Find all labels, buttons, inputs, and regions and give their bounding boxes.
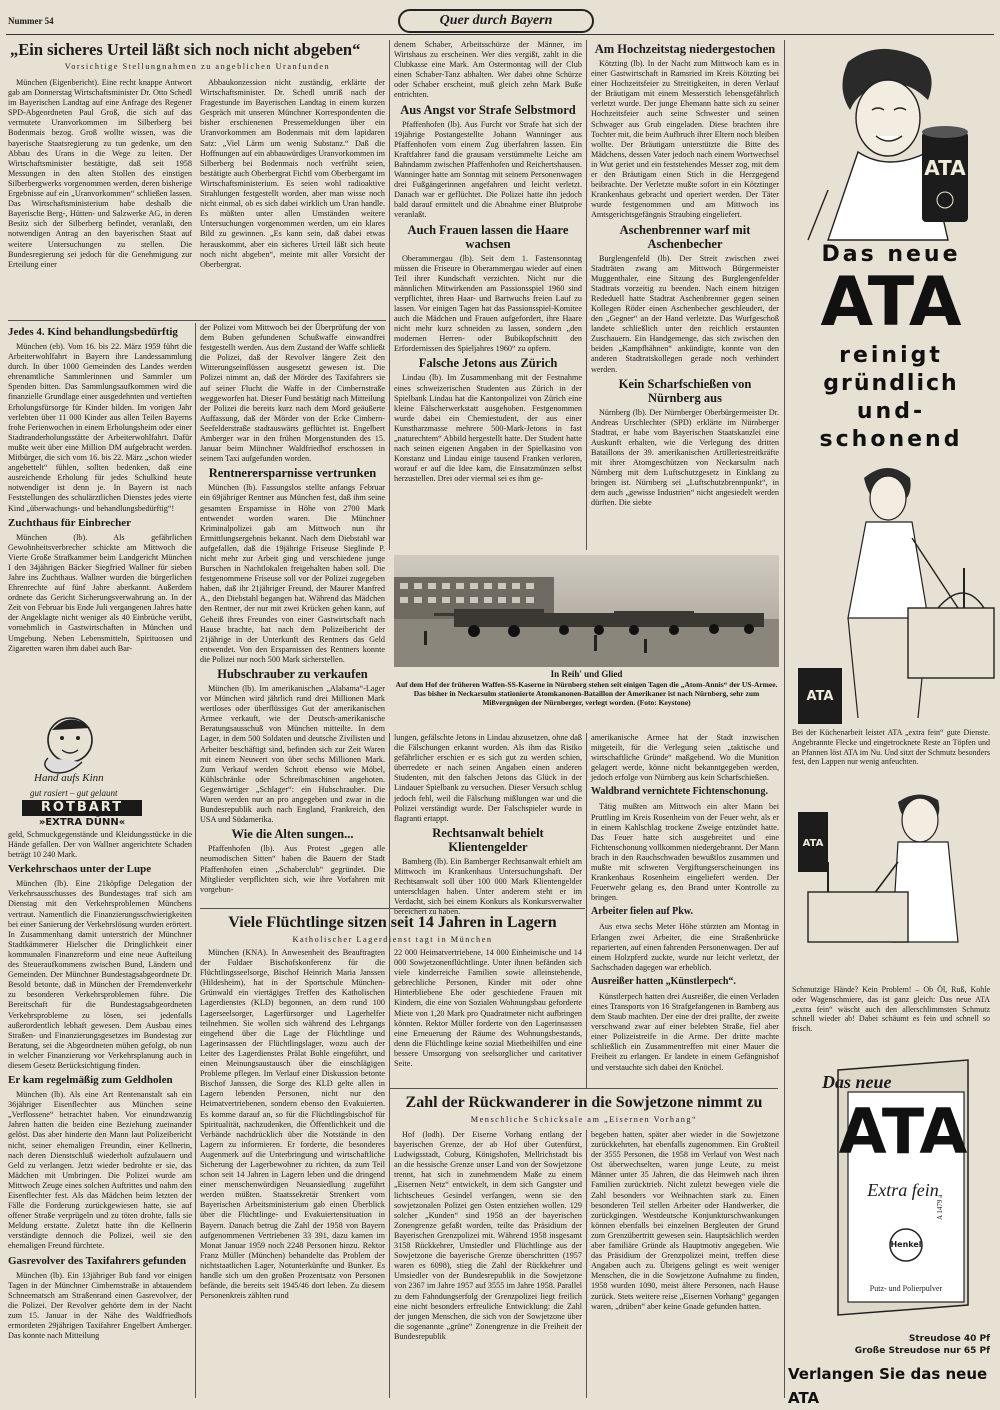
text-aschenbecher: Burglengenfeld (lb). Der Streit zwischen zwei Stadträten zwang am Mittwoch Bürgermeister Muggenthaler, eine Sitzung des Burglengenfelder Stadtrats vorzeitig zu beenden. Nach einem hitzigen Rededuell hatte Stadtrat Aschenbrenner gegen seinen Kollegen Röder einen Aschenbecher geschleudert, der den „Gegner“ an der Hand verletzte. Das Wurfgeschoß landete schließlich unter den reichlich erstaunten Zuschauern. Ein Handgemenge, das sich zwischen den beiden „Kampfhähnen“ ankündigte, konnte von den anderen Stadtratskollegen gerade noch verhindert werden. — [591, 253, 779, 374]
rotbart-brand: ROTBART — [22, 800, 142, 816]
text-kind: München (eb). Vom 16. bis 22. März 1959 führt die Arbeiterwohlfahrt in Bayern ihre Landessammlung durch. In über 1000 Gemeinden des Landes werden ehrenamtliche Sammlerinnen und Sammler um Spenden bitten. Das Sammlungsaufkommen wird die finanzielle Grundlage einer ausgedehnten und vertieften Erholungsfürsorge für Kinder bilden. Im vorigen Jahr verlebten über 11 000 Kinder aus allen Teilen Bayerns frohe Ferienwochen in einem Erholungsheim oder einer Stadtranderholungsstätte der Arbeiterwohlfahrt. Dafür mußte weit über eine Million DM aufgebracht werden. Mitbürger, die sich vom 16. bis 22. März „schon wieder angebettelt“ fühlen, sollten bedenken, daß eine ausreichende Erholung für jedes Schulkind heute notwendiger ist denn je. In Bayern ist nach Feststellungen des schulärztlichen Dienstes jedes vierte Kind „überwachungs- und behandlungsbedürftig“! — [8, 342, 192, 513]
svg-text:ATA: ATA — [802, 838, 824, 849]
left-column-bottom — [8, 830, 192, 1395]
returnees-col-2 — [591, 1130, 779, 1396]
returnees-text-1: Hof (lodh). Der Eiserne Vorhang entlang der bayerischen Grenze, der ab Hof über Gutenfürst, Ludwigsstadt, Coburg, Königshofen, Mellrichstadt bis an die hessische Grenze unser Land von der Sowjetzone trennt, hat sich in zunehmendem Maße zu einem „Eisernen Netz“ entwickelt, in dem sich Gangster und lichtscheues Gesindel verfangen, wenn sie den sowjetzonalen Polizei gen Osten entziehen wollen. 129 solcher „Kunden“ sind 1958 an der bayerischen Zonengrenze gefaßt worden, teilte das Präsidium der Bayerischen Grenzpolizei mit. Während 1958 insgesamt 3158 Rückkehrer, Umsiedler und Flüchtlinge aus der Sowjetzone die bayerische Grenze überschritten (1957 waren es 6098), stieg die Zahl der Rückkehrer und Umsiedler von der Bundesrepublik in die Sowjetzone von 2367 im Jahre 1957 auf 3555 im Jahre 1958. Parallel zu dem Fahndungserfolg der Grenzpolizei liegt freilich eine nicht besonders erfreuliche Entwicklung: die Zahl der jungen Menschen, die sich von der Sowjetzone über die sogenannte „grüne“ Zonengrenze in die Freiheit der Bundesrepublik — [394, 1130, 582, 1341]
column-c — [394, 40, 582, 550]
text-rechtsanwalt: Bamberg (lb). Ein Bamberger Rechtsanwalt erhielt am Mittwoch im Krankenhaus Untersuchungshaft. Der Rechtsanwalt soll über 100 000 Mark Klientengelder unterschlagen haben. Unter anderem steht er im Verdacht, sich bei einem Konkurs als Konkursverwalter bereichert zu haben. — [394, 856, 582, 917]
headline-gasrevolver: Gasrevolver des Taxifahrers gefunden — [8, 1254, 187, 1267]
photo-caption: Auf dem Hof der früheren Waffen-SS-Kaserne in Nürnberg stehen seit einigen Tagen die „Atom-Annis“ der US-Armee. Das bisher in Neckarsulm stationierte Atomkanonen-Bataillon der Amerikaner ist nach Nürnberg, sehr zum Mißvergnügen der Nürnberger, verlegt worden. (Foto: Keystone) — [395, 680, 778, 707]
headline-haare: Auch Frauen lassen die Haare wachsen — [407, 222, 569, 251]
returnees-subline: Menschliche Schicksale am „Eisernen Vorhang“ — [470, 1115, 698, 1124]
ata-can-top-text: Das neue — [822, 1072, 892, 1092]
rotbart-hand-text: Hand aufs Kinn — [34, 772, 104, 784]
ata-can-brand: ATA — [838, 1095, 968, 1168]
headline-hubschrauber: Hubschrauber zu verkaufen — [217, 667, 368, 681]
ata-price-large: Große Streudose nur 65 Pf — [854, 1346, 990, 1356]
headline-ausreisser: Ausreißer hatten „Künstlerpech“. — [591, 975, 736, 987]
text-selbstmord: Pfaffenhofen (lb). Aus Furcht vor Strafe hat sich der 19jährige Postangestellte Johann Wanninger aus Pfaffenhofen vom einem Zug überfahren lassen. Ein Kraftfahrer fand die grausam verstümmelte Leiche am Bahndamm zwischen Pfaffenhofen und Reichertshausen. Wanninger hatte am Sonntag mit seinem Personenwagen drei Fußgängerinnen angefahren und leicht verletzt. Danach war er geflüchtet. Die Polizei hatte ihn jedoch bald darauf ermittelt und die Abnahme einer Blutprobe veranlaßt. — [394, 119, 582, 220]
ata-text-hands: Schmutzige Hände? Kein Problem! – Ob Öl, Ruß, Kohle oder Wagenschmiere, das ist ganz gleich: Das neue ATA „extra fein“ wäscht auch den allerschlimmsten Schmutz schnell wieder ab! Dabei schäumt es fein und schnell so frisch. — [792, 985, 990, 1034]
text-gasrevolver: München (lb). Ein 13jähriger Bub fand vor einigen Tagen in der Münchner Cimbernstraße in abtauendem Schneematsch am Straßenrand einen Gasrevolver, der die Polizei. Der Revolver gehörte dem in der Nacht zum 15. Januar in der Nähe des Waldfriedhofs ermordeten 29jährigen Taxifahrer Engelbert Amberger. Das konnte nach Mitteilung — [8, 1270, 192, 1341]
rotbart-ad — [10, 710, 190, 830]
lead-text-2: Abbaukonzession nicht zuständig, erklärte der Wirtschaftsminister. Dr. Schedl umriß nach der Fragestunde im Bayerischen Landtag in einem kurzen Gespräch mit unseren Münchner Korrespondenten die bisher erschienenen Pressemeldungen über ein Uranvorkommen am Bodenmais mit dem lapidaren Satz: „Viel Lärm um wenig Substanz.“ Daß die Hoffnungen auf ein abbauwürdiges Uranvorkommen im Silberberg bei Bodenmais noch verfrüht seien, bestätigte auch Oberbergrat Fichtl vom Oberbergamt im Wirtschaftsministerium. Es seien wohl radioaktive Strahlungen festgestellt worden, aber man wisse noch nicht einmal, ob es sich dabei wirklich um Uran handle. Es müßten unter allen Umständen weitere Untersuchungen vorgenommen werden, um ein klares Bild zu gewinnen. „Es kann sein, daß dabei etwas herauskommt, aber ein sicheres Urteil läßt sich heute noch nicht abgeben“, meinte mit aller Vorsicht der Oberbergrat. — [200, 78, 385, 269]
photo-title: In Reih' und Glied — [550, 669, 623, 679]
text-hochzeit: Kötzting (lb). In der Nacht zum Mittwoch kam es in einer Gastwirtschaft in Ramsried im Kreis Kötzting bei einer Hochzeitsfeier zu Streitigkeiten, in deren Verlauf der Bräutigam mit einem Messerstich lebensgefährlich verletzt wurde. Der junge Ehemann hatte sich zu seiner Hochzeitsfeier auch seine Schwester und seinen Schwager aus Grub eingeladen. Diese brachten ihre Tochter mit, die beim Aufbruch ihrer Eltern noch bleiben wollte. Der Bräutigam unterstützte die Bitte des Mädchens, dessen Vater jedoch nach einem Wortwechsel in Wut geriet und ein feststehendes Messer zog, mit dem er den Bräutigam einen Stich in die Herzgegend beibrachte. Der Verletzte mußte sofort in ein Kötztinger Krankenhaus gebracht und operiert werden. Der Täter wurde festgenommen und am Mittwoch ins Amtsgerichtsgefängnis Straubing eingeliefert. — [591, 59, 779, 220]
column-rule — [586, 733, 587, 1088]
page-header — [6, 8, 994, 32]
returnees-col-1 — [394, 1130, 582, 1396]
lead-column-2 — [200, 78, 385, 316]
ata-claim-2: gründlich — [823, 371, 959, 396]
text-jetons: Lindau (lb). Im Zusammenhang mit der Festnahme eines schweizerischen Studenten aus Zürich in der Spielbank Lindau hat die Kantonpolizei von Zürich eine kleine Fälscherwerkstatt ausgehoben. Festgenommen wurde dabei ein Chemiestudent, der aus einer Kunstharzmasse mehrere 500-Mark-Jetons in fast „naturechtem“ Abbild hergestellt hatte. Der Student hatte nach seinen eigenen Angaben in der Spielkasino von Konstanz und Lindau einige tausend Franken verloren, worauf er auf die Idee kam, die Einsatzmünzen selbst herzustellen. Drei oder viermal sei es ihm ge- — [394, 373, 582, 484]
text-waldbrand: Tätig mußten am Mittwoch ein alter Mann bei Pruttling im Kreis Rosenheim von der Feuer wehr, als er in einem Kahlschlag trockene Zweige entzündet hatte. Das Feuer hatte sich ausgebreitet und eine Fichtenschonung vollkommen niedergebrannt. Der Mann brach in den Rauchschwaden bewußtlos zusammen und mußte mit schweren Vergiftungserscheinungen ins Krankenhaus Rosenheim eingeliefert werden. Der Feuerwehr gelang es, den Brand unter Kontrolle zu bringen. — [591, 802, 779, 903]
ata-claim-4: schonend — [819, 427, 963, 452]
lead-headline: „Ein sicheres Urteil läßt sich noch nicht abgeben“ — [10, 40, 361, 59]
text-gasrevolver-cont: der Polizei vom Mittwoch bei der Überprüfung der von dem Buben gefundenen Schußwaffe einwandfrei festgestellt werden. Aus dem Zustand der Waffe schließt die Polizei, daß der Revolver längere Zeit den Witterungseinflüssen ausgesetzt gewesen ist. Die Polizei nimmt an, daß der Mörder des Taxifahrers sie auf seiner Flucht die Waffe in der Cimbernstraße weggeworfen hat. Dieser Fund bestätigt nach Mitteilung der Polizei die bereits kurz nach dem Mord geäußerte Auffassung, daß der Mörder von der Ecke Cimbern-Seefelderstraße stadtauswärts geflüchtet ist. Engelbert Amberger war in den frühen Morgenstunden des 15. Januar beim Münchner Waldfriedhof erschossen in seinem Taxi aufgefunden worden. — [200, 323, 385, 464]
woman-with-can-illustration — [788, 40, 994, 240]
ata-footer-slogan: Verlangen Sie das neue ATA — [788, 1365, 988, 1407]
column-rule — [586, 40, 587, 550]
ata-can-maker: Henkel — [890, 1240, 922, 1249]
ata-brand: ATA — [820, 263, 962, 342]
text-schaber: denem Schaber, Arbeitsschürze der Männer, im Wirtshaus zu erscheinen. Wer dies vergißt, zahlt in die Clubkasse eine Mark. Am Ostermontag will der Club einen Schaber-Tanz abhalten. Wer dabei ohne Schürze oder Schaber erscheint, muß gleich zehn Mark Buße entrichten. — [394, 40, 582, 100]
text-zuchthaus-end: geld, Schmuckgegenstände und Kleidungsstücke in die Hände gefallen. Der von Wallner angerichtete Schaden beträgt 10 240 Mark. — [8, 830, 192, 860]
text-verkehr: München (lb). Eine 21köpfige Delegation der Verkehrsausschusses des Bundestages traf sich am Dienstag mit den Verkehrsproblemen Münchens vertraut. Namentlich die Finanzierungsschwierigkeiten bei einer Sanierung der Verkehrslösung wurden erörtert. In Zusammenhang damit unterstrich der Münchner Stadtkämmerer Hielscher die Dringlichkeit einer kommunalen Finanzreform und eine neue Aufteilung des Steueraufkommens zwischen Bund, Ländern und Gemeinden. Der Münchner Bundestagsabgeordnete Dr. Besold betonte, daß in München der Fremdenverkehr zu besonderen Verkehrsproblemen führe. Die Bereitschaft für die Bundestagsabgeordneten Verkehrsprobleme zu lösen, sei jedenfalls außerordentlich lebhaft gewesen. Dem Ausbau eines Straßen- und Finanzierungsgesetzes im Bundestag zur Beratung, sei die Abgeordneten mühen gefolgt, ob nun in welcher Finanzierung vor Verkehrsplanung auch in diesem Gesetz Berücksichtigung finden. — [8, 879, 192, 1070]
ata-text-kitchen: Bei der Küchenarbeit leistet ATA „extra fein“ gute Dienste. Angebrannte Flecke und eingetrocknete Reste an Töpfen und an Pfannen löst ATA im Nu. Und sitzt der Schmutz besonders fest, den Lappen nur wenig anfeuchten. — [792, 728, 990, 767]
refugees-text-1: München (KNA). In Anwesenheit des Beauftragten der Fuldaer Bischofskonferenz für die Flüchtlingsseelsorge, Bischof Heinrich Maria Janssen (Hildesheim), hat in der Sportschule München-Grünwald ein viertägiges Treffen des Katholischen Lagerdienstes (KLD) begonnen, an dem rund 100 Lagerseelsorger, Lagerfürsorger und Lagerhelfer teilnehmen. Sie wollen sich während des Lehrgangs eingehend über die Lage der Flüchtlinge und Lagerinsassen der Flüchtlingslager, wozu auch der Leiter des Lagerdienstes Prälat Bohle eingeführt, und einen Meinungsaustausch über die einschlägigen Probleme pflegen. Im Verlauf einer Diskussion betonte Bischof Janssen, die Sorge des KLD gelte allen in Lagern lebenden Personen, nicht nur den Heimatvertriebenen, sondern ebenso den Evakuierten. Es komme darauf an, so für die Flüchtlingsbischof für Spiritualität, nachzudenken, die Öffentlichkeit und die Verbände nachdrücklich über die Notstände in den Lagern zu informieren. Er forderte, die besonderes Augenmerk auf die Unterbringung und wirtschaftliche Sicherung der Lagerbewohner zu richten, da zum Teil schon seit 14 Jahren in Lagern leben und die dringend einer menschenwürdigen Neuansiedlung zugeführt werden müßten. Staatssekretär Strenkert vom Bayerischen Arbeitsministerium gab einen Überblick über die Flüchtlinge- und Evakuiertensituation in Bayern. Danach betrug die Zahl der 1958 von Bayern aufgenommenen Vertriebenen 33 391, dazu kamen im Monat Januar 1959 noch 2248 Personen hinzu. Rektor Franz Müller (München) behandelte das Problem der nichtstaatlichen Lager, Notunterkünfte und Bunker. Es handle sich um den großen Prozentsatz von Personen befände, die bereits seit 1945/46 dort leben. Zu diesem Personenkreis zählten rund — [200, 948, 385, 1301]
headline-aschenbecher: Aschenbrenner warf mit Aschenbecher — [619, 222, 751, 251]
returnees-text-2: begeben hatten, später aber wieder in die Sowjetzone zurückkehrten, hat ebenfalls zugenommen. Ein Großteil der 3555 Personen, die 1958 im Verlauf von West nach Ost überwechselten, waren junge Leute, zu meist Männer unter 35 Jahren, die das Heimweh nach ihren Familien zurücktrieb. Nicht zuletzt bewegen viele die Zahl besonders vor Weihnachten stark zu. Einen besonderen Teil stellen Arbeiter oder Handwerker, die zurückgingen. Westdeutsche Konjunkturschwankungen können ebenfalls bei einzelnen Bergleuten der Grund zum Grenzübertritt gewesen sein. Hauptsächlich werden aber familiäre Gründe als Hauptmotiv angegeben. Wie das Präsidium der Grenzpolizei meint, treffen diese Angaben auch zu. Übrigens gelingt es weit weniger Menschen, die in die Sowjetzone Aufnahme zu finden, 1958 wurden 1090, meist ältere Personen, nach Hause zurück. Stets weitere reise „Eisernen Vorhang“ gegangen waren, „drüben“ aber keine Gnade gefunden hatten. — [591, 1130, 779, 1311]
woman-at-sink-illustration — [788, 458, 994, 728]
column-rule — [389, 40, 390, 550]
headline-rechtsanwalt: Rechtsanwalt behielt Klientengelder — [432, 825, 544, 854]
lead-headline-box — [10, 40, 385, 60]
page-number: Nummer 54 — [8, 16, 54, 26]
headline-waldbrand: Waldbrand vernichtete Fichtenschonung. — [591, 786, 768, 798]
ata-can-subtitle: Extra fein — [867, 1180, 939, 1200]
headline-hochzeit: Am Hochzeitstag niedergestochen — [594, 42, 776, 56]
photo-atom-annis — [394, 555, 779, 667]
ad-rule — [784, 40, 785, 1398]
header-rule — [6, 34, 994, 35]
left-column-top — [8, 323, 192, 703]
refugees-col-2 — [394, 948, 582, 1080]
ata-price-small: Streudose 40 Pf — [908, 1334, 990, 1344]
divider — [8, 320, 386, 321]
svg-text:ATA: ATA — [806, 689, 834, 704]
text-zuchthaus: München (lb). Als gefährlichen Gewohnheitsverbrecher schickte am Mittwoch die Vierte Große Strafkammer beim Landgericht München I den 34jährigen Bäcker Siegfried Wallner für sieben Jahre ins Zuchthaus. Wallner wurden die bürgerlichen Ehrenrechte auf fünf Jahre aberkannt. Außerdem ordnete das Gericht Sicherungsverwahrung an. In der Zeit von Februar bis Ende Juli vergangenen Jahres hatte der Angeklagte nicht weniger als 40 Einbrüche verübt, vornehmlich in Gastwirtschaften in München und Umgebung. Neben Lebensmitteln, Spirituosen und Zigaretten waren ihm dabei auch Bar- — [8, 532, 192, 653]
text-geld: München (lb). Als eine Art Rentenanstalt sah ein 36jähriger Eisenflechter aus München seine „Verflossene“ betrachtet haben. Vor einundzwanzig Jahren hatten die beiden eine Beziehung zueinander gelöst. Das aber hinderte den Mann laut Polizeibericht nicht, seiner ehemaligen Freundin, einer Kellnerin, nach deren Dienstschluß wiederholt aufzulauern und Geld zu verlangen. Jetzt wieder bedrohte er sie, das Mädchen mit Umbringen. Die Polizei wurde am Mittwoch Zeuge eines solchen Auftrittes und nahm den Eisenflechter fest. Als das Mädchen beim letzten der Fälle die Forderung zurückgewiesen hatte, sie auf offener Straße verprügeln und zu töten drohte, falls sie Meldung erstatte. Zuletzt hatte ihn die Kellnerin verständigte dennoch die Polizei, weil sie den ehemaligen Freund fürchtete. — [8, 1090, 192, 1251]
ata-claim-3: und- — [856, 399, 926, 424]
lead-text-1: München (Eigenbericht). Eine recht knappe Antwort gab am Donnerstag Wirtschaftsminister Dr. Otto Schedl im Bayerischen Landtag auf eine Anfrage des Regener SPD-Abgeordneten Paul Groß, die sich auf das vermutete Uranvorkommen im Silberberg bei Bodenmais bezog. Groß wollte wissen, was die bayerische Staatsregierung zu tun gedenke, um den Abbau des Urans in die Wege zu leiten. Der Wirtschaftsminister bestätigte, daß seit 1958 Messungen in den alten Stollen des einstigen Silberbergwerks vorgenommen werden, deren bisherige Ergebnisse auf ein „Uranvorkommen“ schließen lassen. Das Wirtschaftsministerium habe deshalb die Bayerische Berg-, Hütten- und Salzwerke AG, in deren Besitz sich der Silberberg befindet, veranlaßt, den notwendigen Antrag an den bayerischen Staat auf weitere Untersuchungen zu stellen. Die Bundesregierung sei jedoch für die Genehmigung zur Erteilung einer — [8, 78, 192, 269]
svg-text:ATA: ATA — [924, 156, 966, 180]
headline-jetons: Falsche Jetons aus Zürich — [418, 356, 558, 371]
refugees-header — [200, 911, 585, 945]
headline-arbeiter: Arbeiter fielen auf Pkw. — [591, 906, 694, 918]
headline-geld: Er kam regelmäßig zum Geldholen — [8, 1074, 173, 1087]
text-alten: Pfaffenhofen (lb). Aus Protest „gegen alle neumodischen Sitten“ haben die Bauern der Stadt Pfaffenhofen einen „Schaberclub“ gegründet. Die Mitglieder verpflichten sich, wie ihre Vorfahren mit vorgebun- — [200, 844, 385, 894]
lead-subline: Vorsichtige Stellungnahmen zu angeblichen Uranfunden — [64, 62, 331, 71]
refugees-headline: Viele Flüchtlinge sitzen seit 14 Jahren in Lagern — [228, 914, 557, 931]
middle-column — [200, 323, 385, 905]
lead-subline-box — [10, 62, 385, 74]
below-photo-col-1 — [394, 733, 582, 917]
column-rule — [586, 1130, 587, 1398]
photo-artillery-illustration — [394, 555, 779, 667]
rotbart-slogan: gut rasiert – gut gelaunt — [30, 788, 118, 798]
column-rule — [389, 733, 390, 1398]
boy-washing-hands-illustration — [788, 782, 994, 982]
refugees-text-2: 22 000 Heimatvertriebene, 14 000 Einheimische und 14 000 Sowjetzonenflüchtlinge. Unter ihnen befänden sich viele kinderreiche Familien sowie alleinstehende, gebrechliche Personen, Kinder mit oder ohne Hinterbliebene Ehe oder geschiedene Frauen mit Kindern, die eine von Sozialen Wohnungsbau geforderte Miete von 1,20 Mark pro Quadratmeter nicht aufbringen könnten. Rektor Müller forderte von den Lagerinsassen eine Erneuerung der Räume des Wohnungsbestands, denn die Flüchtlinge keine sozial Mietbeihilfen und eine bessere Umsorgung von seelsorglicher und caritativer Seite. — [394, 948, 582, 1069]
ata-ad — [788, 40, 994, 1407]
headline-verkehr: Verkehrschaos unter der Lupe — [8, 863, 152, 876]
rotbart-product: »EXTRA DÜNN« — [38, 817, 126, 828]
column-d — [591, 40, 779, 550]
headline-scharfschiessen: Kein Scharfschießen von Nürnberg aus — [618, 376, 752, 405]
headline-rentner: Rentnerersparnisse vertrunken — [208, 466, 377, 481]
text-hubschrauber: München (lb). Im amerikanischen „Alabama“-Lager vor München wird jährlich rund drei Millionen Mark wertloses oder überflüssiges Gut der amerikanischen Armee verkauft, wie der Deutsch-amerikanische Beratungsausschuß von München mitteilte. In dem Lager, in dem 500 Soldaten und deutsche Zivilisten und Arbeiter beschäftigt sind, befinden sich zur Zeit Waren mit einem Neuwert von über sechs Millionen Mark. Zum Verkauf werden Schrott ebenso wie Möbel, Kühlschränke oder Schreibmaschinen angeboten. Gegenwärtiger „Schlager“: ein Hubschrauber. Die Waren werden nur an pro angegeben und zwar in die Bundesrepublik auch nach England, Frankreich, den USA und Südamerika. — [200, 684, 385, 825]
photo-caption-box — [394, 670, 779, 707]
text-ausreisser: Künstlerpech hatten drei Ausreißer, die einen Verladen eines Transports von 16 Strafgefangenen in Bamberg aus dem Staub machten. Der eine der drei prallte, der zweite verschwand zwar auf einer belebten Straße, fiel aber einer Polizeistreife in die Arme. Der dritte machte schließlich ein Zusammentreffen mit einer Mauer die Freiheit zu erlangen. Er landete in einem Gefängnishof und verstauchte sich dabei den Knöchel. — [591, 991, 779, 1072]
returnees-header — [390, 1091, 778, 1127]
text-rentner: München (lb). Fassungslos stellte anfangs Februar ein 69jähriger Rentner aus München fest, daß ihm seine gesamten Ersparnisse in Höhe von 2700 Mark entwendet worden waren. Die Münchner Kriminalpolizei gab am Mittwoch nun ihr Ermittlungsergebnis bekannt. Nach dem Diebstahl war aufgefallen, daß die 19jährige Friseuse Sieglinde P. nicht mehr zur Arbeit ging und verschiedene junge Burschen in Nachtlokalen freigehalten haben soll. Die festgenommene Friseuse soll vor der Polizei zugegeben haben, daß ihr 21jähriger Freund, der Maurer Manfred A., den Diebstahl begangen hat. Während das Mädchen den Rentner, der nur mit zwei Krücken gehen kann, auf Geheiß ihres Freundes von einer Gastwirtschaft nach Hause brachte, hat nach dem Polizeibericht der 21jährige in der Unterkunft des Rentners das Geld entwendet. Von den Ersparnissen des Rentners konnte die Polizei nur noch 500 Mark sicherstellen. — [200, 483, 385, 664]
text-scharfschiessen-end: amerikanische Armee hat der Stadt inzwischen mitgeteilt, für die Verlegung seien „taktische und wirtschaftliche Gründe“ maßgebend. Wo die Munition gelagert werde, könne nicht bekanntgegeben werden, jedoch erfolge von Nürnberg aus kein Scharfschießen. — [591, 733, 779, 783]
refugees-subline: Katholischer Lagerdienst tagt in München — [292, 935, 493, 944]
column-rule — [195, 323, 196, 1398]
ata-can-code: A 1479 a — [936, 1194, 944, 1220]
below-photo-col-2 — [591, 733, 779, 1088]
ata-claim-1: reinigt — [839, 343, 943, 368]
returnees-headline: Zahl der Rückwanderer in die Sowjetzone nimmt zu — [405, 1094, 763, 1111]
divider — [390, 1088, 778, 1089]
lead-column-1 — [8, 78, 192, 316]
headline-zuchthaus: Zuchthaus für Einbrecher — [8, 516, 132, 529]
divider — [200, 908, 585, 909]
headline-selbstmord: Aus Angst vor Strafe Selbstmord — [400, 102, 576, 117]
ata-headline: Das neue — [821, 242, 961, 267]
headline-kind: Jedes 4. Kind behandlungsbedürftig — [8, 326, 178, 338]
headline-alten: Wie die Alten sungen... — [231, 827, 354, 842]
refugees-col-1 — [200, 948, 385, 1396]
text-jetons-end: lungen, gefälschte Jetons in Lindau abzusetzen, ohne daß die Fälschungen erkannt wurden. Als ihm das Risiko gefährlicher erschien er es sich gut zu werden schien, überredete er nach seinen Angaben einen anderen Studenten, mit den falschen Jetons das Glück in der Lindauer Spielbank zu versuchen. Dieser Versuch schlug jedoch fehl, weil die Fälschung mißlungen war und die Polizei verständigt wurde. Der Falschspieler wurde in flagranti ertappt. — [394, 733, 582, 823]
text-arbeiter: Aus etwa sechs Meter Höhe stürzten am Montag in Erlangen zwei Arbeiter, die eine Straßenbrücke reparierten, auf einen fahrenden Personenwagen. Der auf einem Holzpferd zuckte, wurde nur leicht verletzt, der Sachschaden dagegen war erheblich. — [591, 922, 779, 972]
ata-can-usage: Putz- und Polierpulver — [869, 1284, 943, 1293]
text-scharfschiessen: Nürnberg (lb). Der Nürnberger Oberbürgermeister Dr. Andreas Urschlechter (SPD) erklärte im Nürnberger Stadtrat, er habe vom Bayerischen Staatskanzlei eine Auskunft erhalten, wie die Verlegung des dritten Bataillons der 39. amerikanischen Artilleriestreitkräfte mit ihrer Atomgeschützen von Neckarsulm nach Nürnberg mit dem Luftschutzgesetz in Einklang zu bringen ist. Nürnberg sei „Luftschutzbrennpunkt“, in dem auch „gewisse Industrien“ nicht angesiedelt werden dürften. Die siebte — [591, 407, 779, 508]
section-title: Quer durch Bayern — [398, 9, 594, 33]
text-haare: Oberammergau (lb). Seit dem 1. Fastensonntag müssen die Friseure in Oberammergau wieder auf einen Teil ihrer Kundschaft verzichten. Nicht nur die männlichen Mitwirkenden am Passionsspiel 1960 sind verpflichtet, ihren Haar- und Bartwuchs freien Lauf zu lassen. Vor einigen Tagen hat das Passionsspiel-Komitee auch die Mädchen und Frauen aufgefordert, ihre Haare nicht mehr kurz schneiden zu lassen, sondern „den modernen Herren- oder Bubikopfschnitt den Erfordernissen des Spieljahres 1960“ zu opfern. — [394, 253, 582, 354]
